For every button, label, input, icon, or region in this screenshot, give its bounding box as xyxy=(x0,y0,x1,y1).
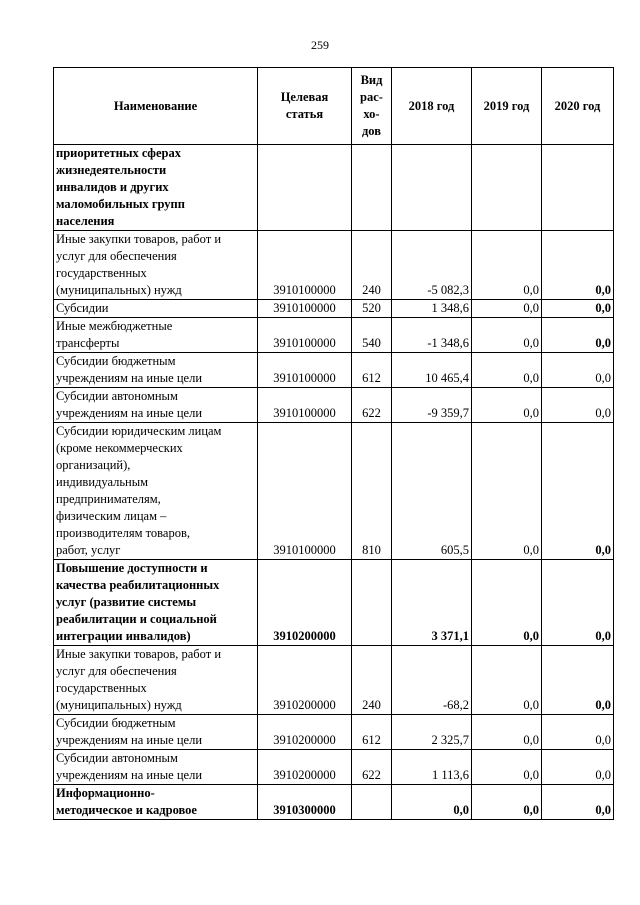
row-type: 540 xyxy=(352,318,392,353)
row-2019: 0,0 xyxy=(472,750,542,785)
row-2019: 0,0 xyxy=(472,300,542,318)
row-2018: -1 348,6 xyxy=(392,318,472,353)
row-type: 622 xyxy=(352,388,392,423)
row-2020: 0,0 xyxy=(542,560,614,646)
table-row xyxy=(54,560,614,646)
table-row xyxy=(54,145,614,231)
row-2019: 0,0 xyxy=(472,785,542,820)
row-2018: -68,2 xyxy=(392,646,472,715)
row-name: Информационно- методическое и кадровое xyxy=(54,785,258,820)
row-2018: 3 371,1 xyxy=(392,560,472,646)
row-name: Иные межбюджетные трансферты xyxy=(54,318,258,353)
row-2018: -5 082,3 xyxy=(392,231,472,300)
row-article: 3910100000 xyxy=(258,318,352,353)
table-row xyxy=(54,750,614,785)
row-article: 3910100000 xyxy=(258,423,352,560)
table-row xyxy=(54,300,614,318)
row-2020: 0,0 xyxy=(542,750,614,785)
row-type: 622 xyxy=(352,750,392,785)
header-target-article: Целевая статья xyxy=(258,68,352,145)
row-name: Субсидии автономным учреждениям на иные цели xyxy=(54,750,258,785)
row-article: 3910100000 xyxy=(258,300,352,318)
row-name: Субсидии бюджетным учреждениям на иные цели xyxy=(54,715,258,750)
row-name: Иные закупки товаров, работ и услуг для обеспечения государственных (муниципальных) нужд xyxy=(54,231,258,300)
row-2019: 0,0 xyxy=(472,560,542,646)
row-2019 xyxy=(472,145,542,231)
table-row xyxy=(54,388,614,423)
row-article: 3910100000 xyxy=(258,353,352,388)
row-2018: 1 113,6 xyxy=(392,750,472,785)
row-2018: 1 348,6 xyxy=(392,300,472,318)
table-row xyxy=(54,231,614,300)
row-2020: 0,0 xyxy=(542,353,614,388)
row-2019: 0,0 xyxy=(472,423,542,560)
row-2020: 0,0 xyxy=(542,300,614,318)
row-2020: 0,0 xyxy=(542,388,614,423)
row-type xyxy=(352,145,392,231)
table-row xyxy=(54,785,614,820)
page-number: 259 xyxy=(311,38,329,52)
row-2020: 0,0 xyxy=(542,231,614,300)
row-name: Субсидии автономным учреждениям на иные цели xyxy=(54,388,258,423)
row-2018: -9 359,7 xyxy=(392,388,472,423)
table-header-row xyxy=(54,68,614,145)
row-type: 240 xyxy=(352,646,392,715)
table-row xyxy=(54,318,614,353)
table-row xyxy=(54,423,614,560)
row-article: 3910200000 xyxy=(258,750,352,785)
header-expense-type: Вид рас- хо- дов xyxy=(352,68,392,145)
row-article: 3910200000 xyxy=(258,715,352,750)
row-2020: 0,0 xyxy=(542,646,614,715)
row-article: 3910300000 xyxy=(258,785,352,820)
row-name: Субсидии xyxy=(54,300,258,318)
row-name: Повышение доступности и качества реабилитационных услуг (развитие системы реабилитации и социальной интеграции инвалидов) xyxy=(54,560,258,646)
row-article xyxy=(258,145,352,231)
row-name: Субсидии бюджетным учреждениям на иные цели xyxy=(54,353,258,388)
row-2020: 0,0 xyxy=(542,318,614,353)
row-2018: 0,0 xyxy=(392,785,472,820)
row-2019: 0,0 xyxy=(472,318,542,353)
row-type: 810 xyxy=(352,423,392,560)
row-2019: 0,0 xyxy=(472,388,542,423)
row-2019: 0,0 xyxy=(472,231,542,300)
header-2019: 2019 год xyxy=(472,68,542,145)
row-2019: 0,0 xyxy=(472,353,542,388)
row-type xyxy=(352,560,392,646)
row-2020 xyxy=(542,145,614,231)
table-row xyxy=(54,715,614,750)
row-2020: 0,0 xyxy=(542,423,614,560)
row-article: 3910200000 xyxy=(258,560,352,646)
row-2018 xyxy=(392,145,472,231)
row-2018: 2 325,7 xyxy=(392,715,472,750)
row-2018: 605,5 xyxy=(392,423,472,560)
row-2019: 0,0 xyxy=(472,715,542,750)
row-type: 240 xyxy=(352,231,392,300)
header-2020: 2020 год xyxy=(542,68,614,145)
row-name: Субсидии юридическим лицам (кроме некоммерческих организаций), индивидуальным предпринимателям, физическим лицам – производителям товаров, работ, услуг xyxy=(54,423,258,560)
row-type xyxy=(352,785,392,820)
header-2018: 2018 год xyxy=(392,68,472,145)
row-name: приоритетных сферах жизнедеятельности инвалидов и других маломобильных групп населения xyxy=(54,145,258,231)
row-article: 3910200000 xyxy=(258,646,352,715)
row-type: 612 xyxy=(352,715,392,750)
header-name: Наименование xyxy=(54,68,258,145)
row-type: 520 xyxy=(352,300,392,318)
row-name: Иные закупки товаров, работ и услуг для обеспечения государственных (муниципальных) нужд xyxy=(54,646,258,715)
row-2020: 0,0 xyxy=(542,715,614,750)
row-article: 3910100000 xyxy=(258,388,352,423)
table-row xyxy=(54,646,614,715)
row-article: 3910100000 xyxy=(258,231,352,300)
table-row xyxy=(54,353,614,388)
row-2018: 10 465,4 xyxy=(392,353,472,388)
budget-table xyxy=(53,67,614,820)
row-2019: 0,0 xyxy=(472,646,542,715)
row-type: 612 xyxy=(352,353,392,388)
row-2020: 0,0 xyxy=(542,785,614,820)
